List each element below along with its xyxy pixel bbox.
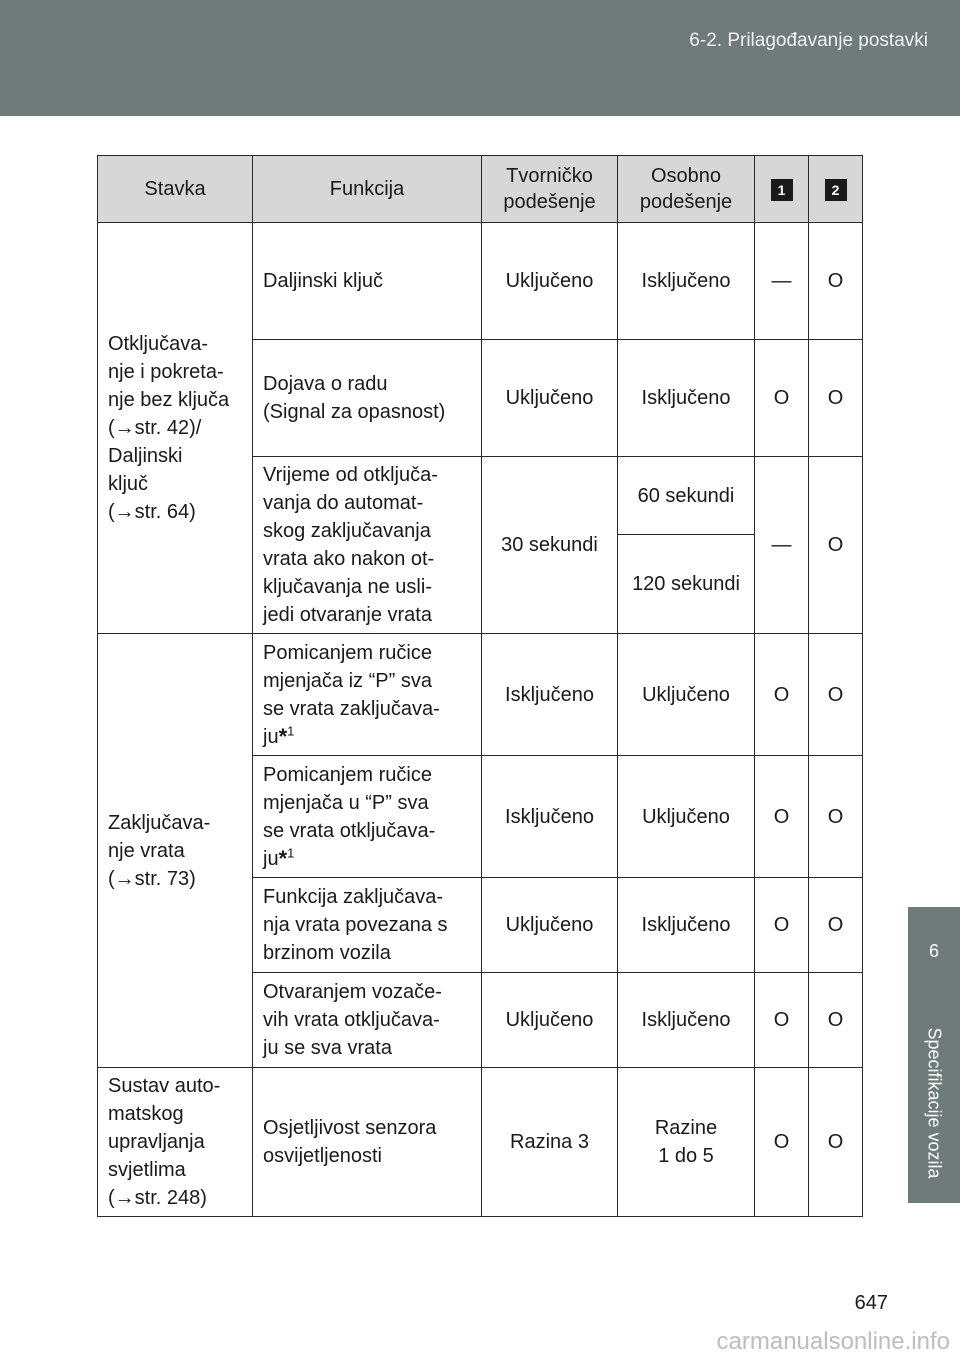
custom-cell: Uključeno xyxy=(618,634,755,756)
custom-line: 1 do 5 xyxy=(658,1145,714,1167)
stavka-line: Zaključava- xyxy=(108,811,211,834)
col2-cell: O xyxy=(809,878,863,973)
page-header xyxy=(0,0,960,116)
funkcija-line: se vrata zaključava- xyxy=(263,697,440,720)
col1-cell: O xyxy=(755,340,809,457)
funkcija-line: Pomicanjem ručice xyxy=(263,763,432,786)
col1-cell: — xyxy=(755,457,809,634)
funkcija-line xyxy=(263,845,471,873)
custom-cell: Isključeno xyxy=(618,223,755,340)
col2-cell: O xyxy=(809,223,863,340)
funkcija-line: mjenjača iz “P” sva xyxy=(263,669,432,692)
stavka-line: (→str. 73) xyxy=(108,867,196,890)
stavka-line: (→str. 248) xyxy=(108,1187,207,1209)
funkcija-line: jedi otvaranje vrata xyxy=(263,604,432,626)
funkcija-line: brzinom vozila xyxy=(263,942,391,964)
funkcija-cell xyxy=(253,457,482,634)
page-number: 647 xyxy=(854,1292,888,1314)
header-osobno xyxy=(618,156,755,223)
stavka-line: nje vrata xyxy=(108,839,185,862)
col1-cell: O xyxy=(755,878,809,973)
funkcija-cell xyxy=(253,634,482,756)
funkcija-line: Osjetljivost senzora xyxy=(263,1117,437,1139)
col2-cell: O xyxy=(809,457,863,634)
funkcija-cell xyxy=(253,223,482,340)
funkcija-cell xyxy=(253,973,482,1068)
funkcija-line: vanja do automat- xyxy=(263,492,424,514)
default-cell: Uključeno xyxy=(482,973,618,1068)
funkcija-line: Daljinski ključ xyxy=(263,270,384,292)
chapter-label: Specifikacije vozila xyxy=(924,1027,945,1179)
funkcija-text: ju xyxy=(263,725,279,748)
stavka-line: ključ xyxy=(108,473,149,495)
header-osobno-line2: podešenje xyxy=(639,191,733,213)
stavka-line: nje bez ključa xyxy=(108,389,230,411)
default-cell: Uključeno xyxy=(482,223,618,340)
funkcija-cell xyxy=(253,340,482,457)
section-title: 6-2. Prilagođavanje postavki xyxy=(689,30,928,51)
funkcija-line: ključavanja ne usli- xyxy=(263,576,432,598)
funkcija-line: se vrata otključava- xyxy=(263,819,436,842)
col2-cell: O xyxy=(809,340,863,457)
header-tvornicko xyxy=(482,156,618,223)
custom-cell: 60 sekundi xyxy=(618,457,755,535)
stavka-line: (→str. 42)/ xyxy=(108,417,202,439)
chapter-label-tab xyxy=(908,1003,960,1203)
funkcija-line: mjenjača u “P” sva xyxy=(263,791,429,814)
custom-cell: 120 sekundi xyxy=(618,535,755,634)
table-row xyxy=(98,223,863,340)
stavka-cell-lock xyxy=(98,634,253,1068)
funkcija-line: Otvaranjem vozače- xyxy=(263,981,442,1003)
col1-cell: — xyxy=(755,223,809,340)
number-box-2: 2 xyxy=(825,179,847,201)
default-cell: Isključeno xyxy=(482,634,618,756)
col2-cell: O xyxy=(809,756,863,878)
col1-cell: O xyxy=(755,634,809,756)
funkcija-line: vrata ako nakon ot- xyxy=(263,548,435,570)
stavka-line: svjetlima xyxy=(108,1159,186,1181)
col1-cell: O xyxy=(755,756,809,878)
default-cell: Isključeno xyxy=(482,756,618,878)
header-funkcija: Funkcija xyxy=(253,156,482,223)
footnote-number: 1 xyxy=(287,722,295,738)
watermark: carmanualsonline.info xyxy=(716,1328,950,1355)
header-tvornicko-line1: Tvorničko xyxy=(506,165,593,187)
number-box-1: 1 xyxy=(771,179,793,201)
table-row xyxy=(98,634,863,756)
header-col2 xyxy=(809,156,863,223)
stavka-line: upravljanja xyxy=(108,1131,205,1153)
stavka-line: matskog xyxy=(108,1103,184,1125)
chapter-number: 6 xyxy=(928,941,939,961)
stavka-line: Sustav auto- xyxy=(108,1075,221,1097)
funkcija-text: ju xyxy=(263,847,279,870)
header-stavka: Stavka xyxy=(98,156,253,223)
funkcija-cell xyxy=(253,756,482,878)
custom-line: Razine xyxy=(654,1117,718,1139)
table-row xyxy=(98,1068,863,1217)
footnote-number: 1 xyxy=(287,844,295,860)
funkcija-line: (Signal za opasnost) xyxy=(263,401,446,423)
default-cell: 30 sekundi xyxy=(482,457,618,634)
funkcija-line: osvijetljenosti xyxy=(263,1145,382,1167)
footnote-star-icon: * xyxy=(278,845,288,871)
stavka-cell-lights xyxy=(98,1068,253,1217)
stavka-line: Otključava- xyxy=(108,333,209,355)
stavka-line: Daljinski xyxy=(108,445,183,467)
custom-cell: Isključeno xyxy=(618,340,755,457)
funkcija-line: vih vrata otključava- xyxy=(263,1009,440,1031)
col2-cell: O xyxy=(809,1068,863,1217)
col2-cell: O xyxy=(809,634,863,756)
stavka-cell-unlock xyxy=(98,223,253,634)
funkcija-line: Dojava o radu xyxy=(263,373,388,395)
custom-cell: Isključeno xyxy=(618,878,755,973)
header-tvornicko-line2: podešenje xyxy=(503,191,596,213)
col2-cell: O xyxy=(809,973,863,1068)
funkcija-line: skog zaključavanja xyxy=(263,520,431,542)
funkcija-cell xyxy=(253,1068,482,1217)
col1-cell: O xyxy=(755,1068,809,1217)
funkcija-line: Pomicanjem ručice xyxy=(263,641,432,664)
settings-table xyxy=(97,155,863,1217)
col1-cell: O xyxy=(755,973,809,1068)
table-header-row xyxy=(98,156,863,223)
default-cell: Uključeno xyxy=(482,878,618,973)
funkcija-line: Vrijeme od otključa- xyxy=(263,464,438,486)
default-cell: Razina 3 xyxy=(482,1068,618,1217)
funkcija-line: nja vrata povezana s xyxy=(263,914,448,936)
footnote-star-icon: * xyxy=(278,723,288,749)
header-osobno-line1: Osobno xyxy=(650,165,722,187)
stavka-line: (→str. 64) xyxy=(108,501,196,523)
default-cell: Uključeno xyxy=(482,340,618,457)
stavka-line: nje i pokreta- xyxy=(108,361,224,383)
custom-cell: Uključeno xyxy=(618,756,755,878)
funkcija-cell xyxy=(253,878,482,973)
custom-cell: Isključeno xyxy=(618,973,755,1068)
funkcija-line: Funkcija zaključava- xyxy=(263,886,444,908)
custom-cell xyxy=(618,1068,755,1217)
header-col1 xyxy=(755,156,809,223)
funkcija-line: ju se sva vrata xyxy=(263,1037,392,1059)
chapter-tab xyxy=(908,907,960,1003)
funkcija-line xyxy=(263,723,471,751)
